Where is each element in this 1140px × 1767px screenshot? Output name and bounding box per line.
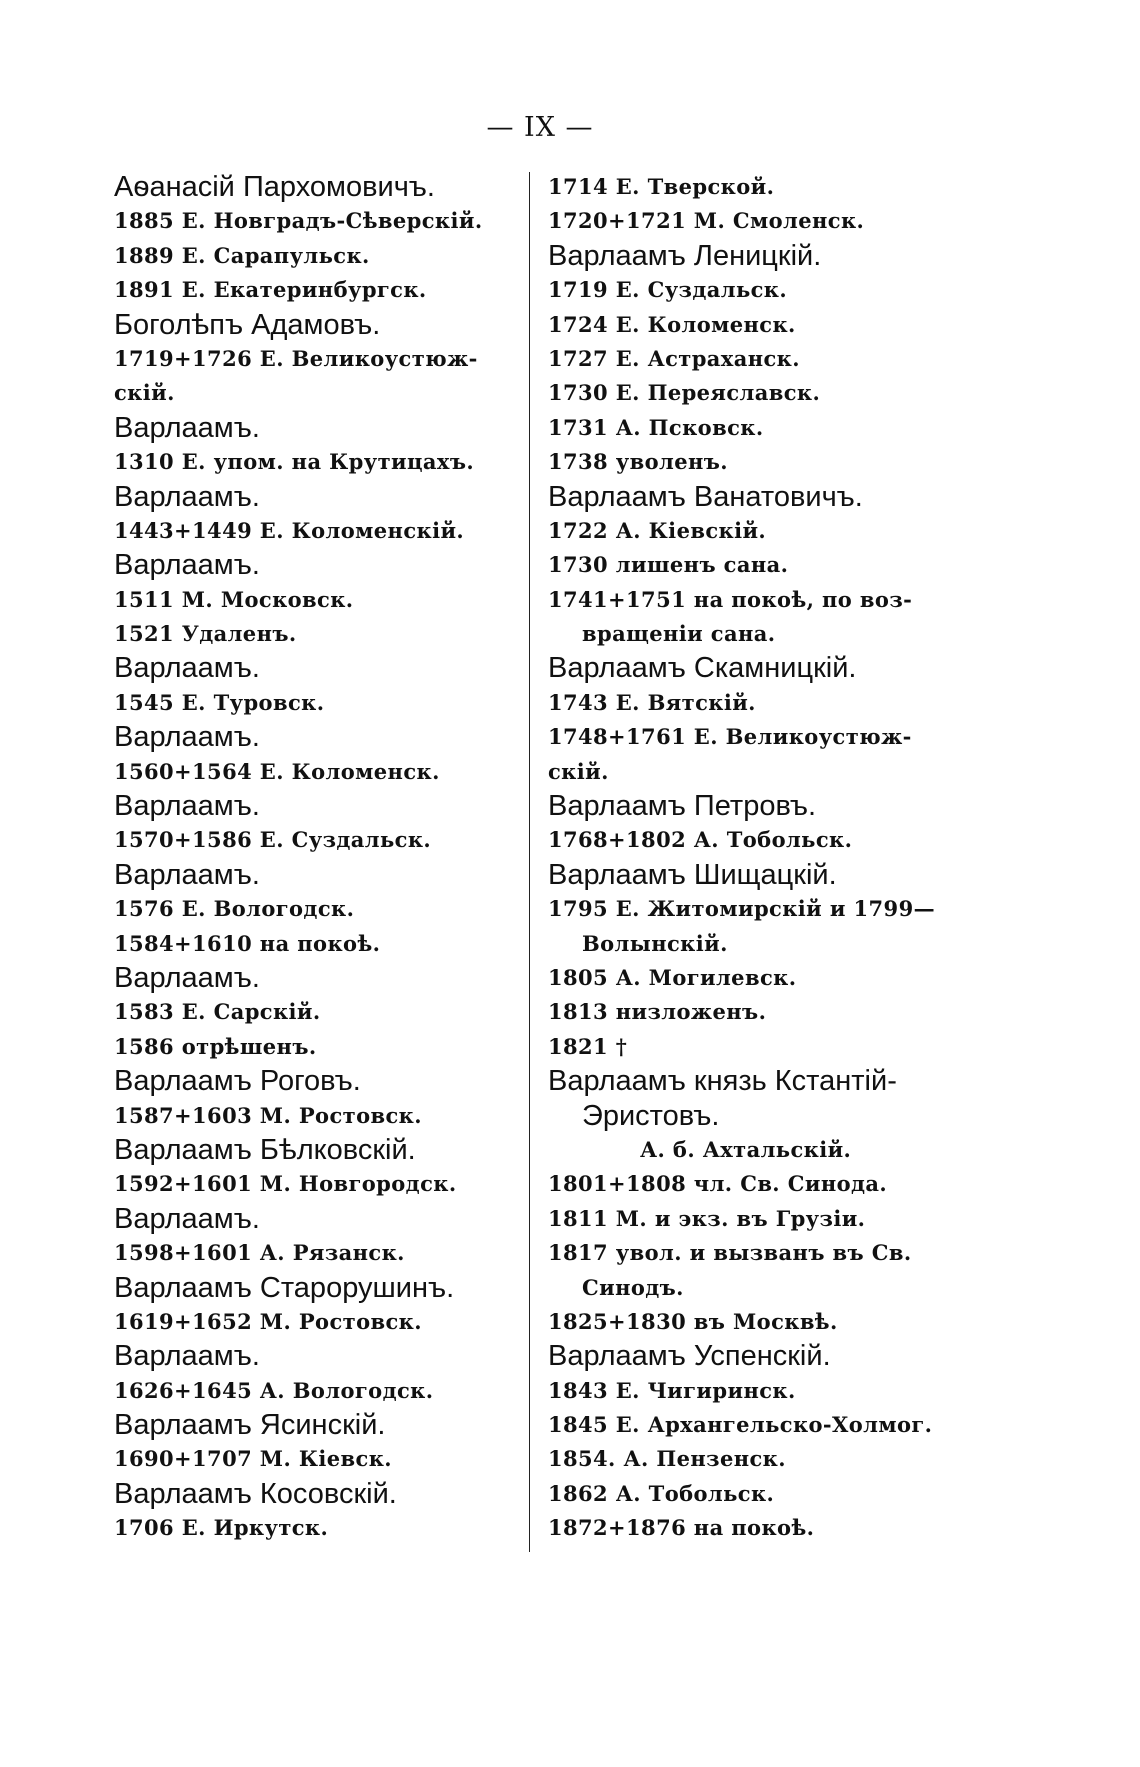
entry-name: Варлаамъ Старорушинъ. bbox=[114, 1271, 455, 1304]
entry-name: Варлаамъ. bbox=[114, 721, 260, 754]
entry-name: Варлаамъ Роговъ. bbox=[114, 1065, 361, 1098]
entry-detail: 1801+1808 чл. Св. Синода. bbox=[548, 1171, 888, 1197]
entry-name: Варлаамъ. bbox=[114, 480, 260, 513]
entry-detail: 1817 увол. и вызванъ въ Св. bbox=[548, 1240, 912, 1266]
entry-name: Варлаамъ Косовскій. bbox=[114, 1477, 397, 1510]
entry-detail: 1521 Удаленъ. bbox=[114, 621, 297, 647]
entry-detail: 1741+1751 на покоѣ, по воз- bbox=[548, 586, 913, 612]
entry-detail: 1768+1802 А. Тобольск. bbox=[548, 827, 853, 853]
entry-detail: 1730 Е. Переяславск. bbox=[548, 380, 821, 406]
entry-name: Боголѣпъ Адамовъ. bbox=[114, 308, 381, 341]
entry-detail: 1706 Е. Иркутск. bbox=[114, 1515, 329, 1541]
entry-detail: 1872+1876 на покоѣ. bbox=[548, 1515, 815, 1541]
entry-name: Варлаамъ Петровъ. bbox=[548, 790, 817, 823]
entry-detail: 1586 отрѣшенъ. bbox=[114, 1033, 317, 1059]
entry-detail: 1805 А. Могилевск. bbox=[548, 964, 797, 990]
entry-detail: 1743 Е. Вятскій. bbox=[548, 689, 756, 715]
entry-detail: 1854. А. Пензенск. bbox=[548, 1446, 786, 1472]
entry-detail: вращеніи сана. bbox=[582, 621, 776, 647]
entry-detail: 1727 Е. Астраханск. bbox=[548, 345, 800, 371]
entry-name: Варлаамъ Леницкій. bbox=[548, 239, 822, 272]
entry-detail: 1443+1449 Е. Коломенскій. bbox=[114, 517, 465, 543]
entry-detail: 1583 Е. Сарскій. bbox=[114, 999, 321, 1025]
entry-name: Варлаамъ Ванатовичъ. bbox=[548, 480, 863, 513]
entry-detail: 1825+1830 въ Москвѣ. bbox=[548, 1308, 838, 1334]
entry-detail: 1730 лишенъ сана. bbox=[548, 552, 789, 578]
entry-detail: 1714 Е. Тверской. bbox=[548, 174, 775, 199]
entry-detail: 1795 Е. Житомирскій и 1799— bbox=[548, 896, 935, 922]
entry-name: Варлаамъ. bbox=[114, 549, 260, 582]
entry-detail: 1891 Е. Екатеринбургск. bbox=[114, 277, 427, 303]
entry-detail: 1719+1726 Е. Великоустюж- bbox=[114, 345, 478, 371]
entry-detail: 1584+1610 на покоѣ. bbox=[114, 930, 381, 956]
entry-detail: 1862 А. Тобольск. bbox=[548, 1480, 775, 1506]
entry-name: Варлаамъ Ясинскій. bbox=[114, 1409, 386, 1442]
column-divider bbox=[529, 172, 530, 1552]
page-number: — IX — bbox=[486, 112, 594, 143]
entry-detail: А. б. Ахтальскій. bbox=[640, 1136, 852, 1162]
entry-detail: 1587+1603 М. Ростовск. bbox=[114, 1102, 422, 1128]
entry-name: Варлаамъ. bbox=[114, 652, 260, 685]
entry-name: Варлаамъ Скамницкій. bbox=[548, 652, 857, 685]
entry-detail: 1885 Е. Новградъ-Сѣверскій. bbox=[114, 208, 483, 234]
entry-detail: 1576 Е. Вологодск. bbox=[114, 896, 355, 922]
entry-detail: 1690+1707 М. Кіевск. bbox=[114, 1446, 392, 1472]
entry-detail: скій. bbox=[114, 380, 175, 406]
entry-name: Варлаамъ. bbox=[114, 858, 260, 891]
entry-detail: 1722 А. Кіевскій. bbox=[548, 517, 767, 543]
entry-detail: 1813 низложенъ. bbox=[548, 999, 767, 1025]
entry-detail: 1889 Е. Сарапульск. bbox=[114, 242, 370, 268]
entry-detail: 1845 Е. Архангельско-Холмог. bbox=[548, 1412, 933, 1438]
entry-name: Варлаамъ. bbox=[114, 961, 260, 994]
entry-detail: 1720+1721 М. Смоленск. bbox=[548, 208, 865, 234]
entry-detail: 1719 Е. Суздальск. bbox=[548, 277, 788, 303]
entry-detail: 1731 А. Псковск. bbox=[548, 414, 764, 440]
right-column bbox=[548, 170, 968, 1546]
entry-detail: 1570+1586 Е. Суздальск. bbox=[114, 827, 432, 853]
entry-detail: 1598+1601 А. Рязанск. bbox=[114, 1240, 405, 1266]
entry-detail: 1748+1761 Е. Великоустюж- bbox=[548, 724, 912, 750]
entry-name: Варлаамъ князь Кстантій- bbox=[548, 1065, 897, 1098]
entry-detail: 1592+1601 М. Новгородск. bbox=[114, 1171, 457, 1197]
left-column bbox=[114, 170, 514, 1546]
entry-name: Варлаамъ Успенскій. bbox=[548, 1340, 831, 1373]
entry-detail: 1626+1645 А. Вологодск. bbox=[114, 1377, 434, 1403]
entry-detail: 1843 Е. Чигиринск. bbox=[548, 1377, 796, 1403]
entry-detail: 1545 Е. Туровск. bbox=[114, 689, 325, 715]
entry-name: Варлаамъ. bbox=[114, 790, 260, 823]
entry-name: Варлаамъ. bbox=[114, 1202, 260, 1235]
entry-name: Аѳанасій Пархомовичъ. bbox=[114, 171, 435, 203]
entry-name: Варлаамъ Бѣлковскій. bbox=[114, 1133, 416, 1166]
entry-detail: 1310 Е. упом. на Крутицахъ. bbox=[114, 449, 475, 475]
entry-detail: 1560+1564 Е. Коломенск. bbox=[114, 758, 440, 784]
entry-name: Варлаамъ Шищацкій. bbox=[548, 858, 837, 891]
entry-detail: 1821 † bbox=[548, 1033, 628, 1059]
entry-name: Эристовъ. bbox=[582, 1099, 720, 1132]
entry-detail: 1738 уволенъ. bbox=[548, 449, 728, 475]
entry-detail: 1724 Е. Коломенск. bbox=[548, 311, 796, 337]
entry-detail: скій. bbox=[548, 758, 609, 784]
entry-name: Варлаамъ. bbox=[114, 411, 260, 444]
entry-detail: Синодъ. bbox=[582, 1274, 684, 1300]
entry-detail: 1619+1652 М. Ростовск. bbox=[114, 1308, 422, 1334]
entry-detail: Волынскій. bbox=[582, 930, 728, 956]
entry-detail: 1811 М. и экз. въ Грузіи. bbox=[548, 1205, 866, 1231]
entry-name: Варлаамъ. bbox=[114, 1340, 260, 1373]
entry-detail: 1511 М. Московск. bbox=[114, 586, 354, 612]
